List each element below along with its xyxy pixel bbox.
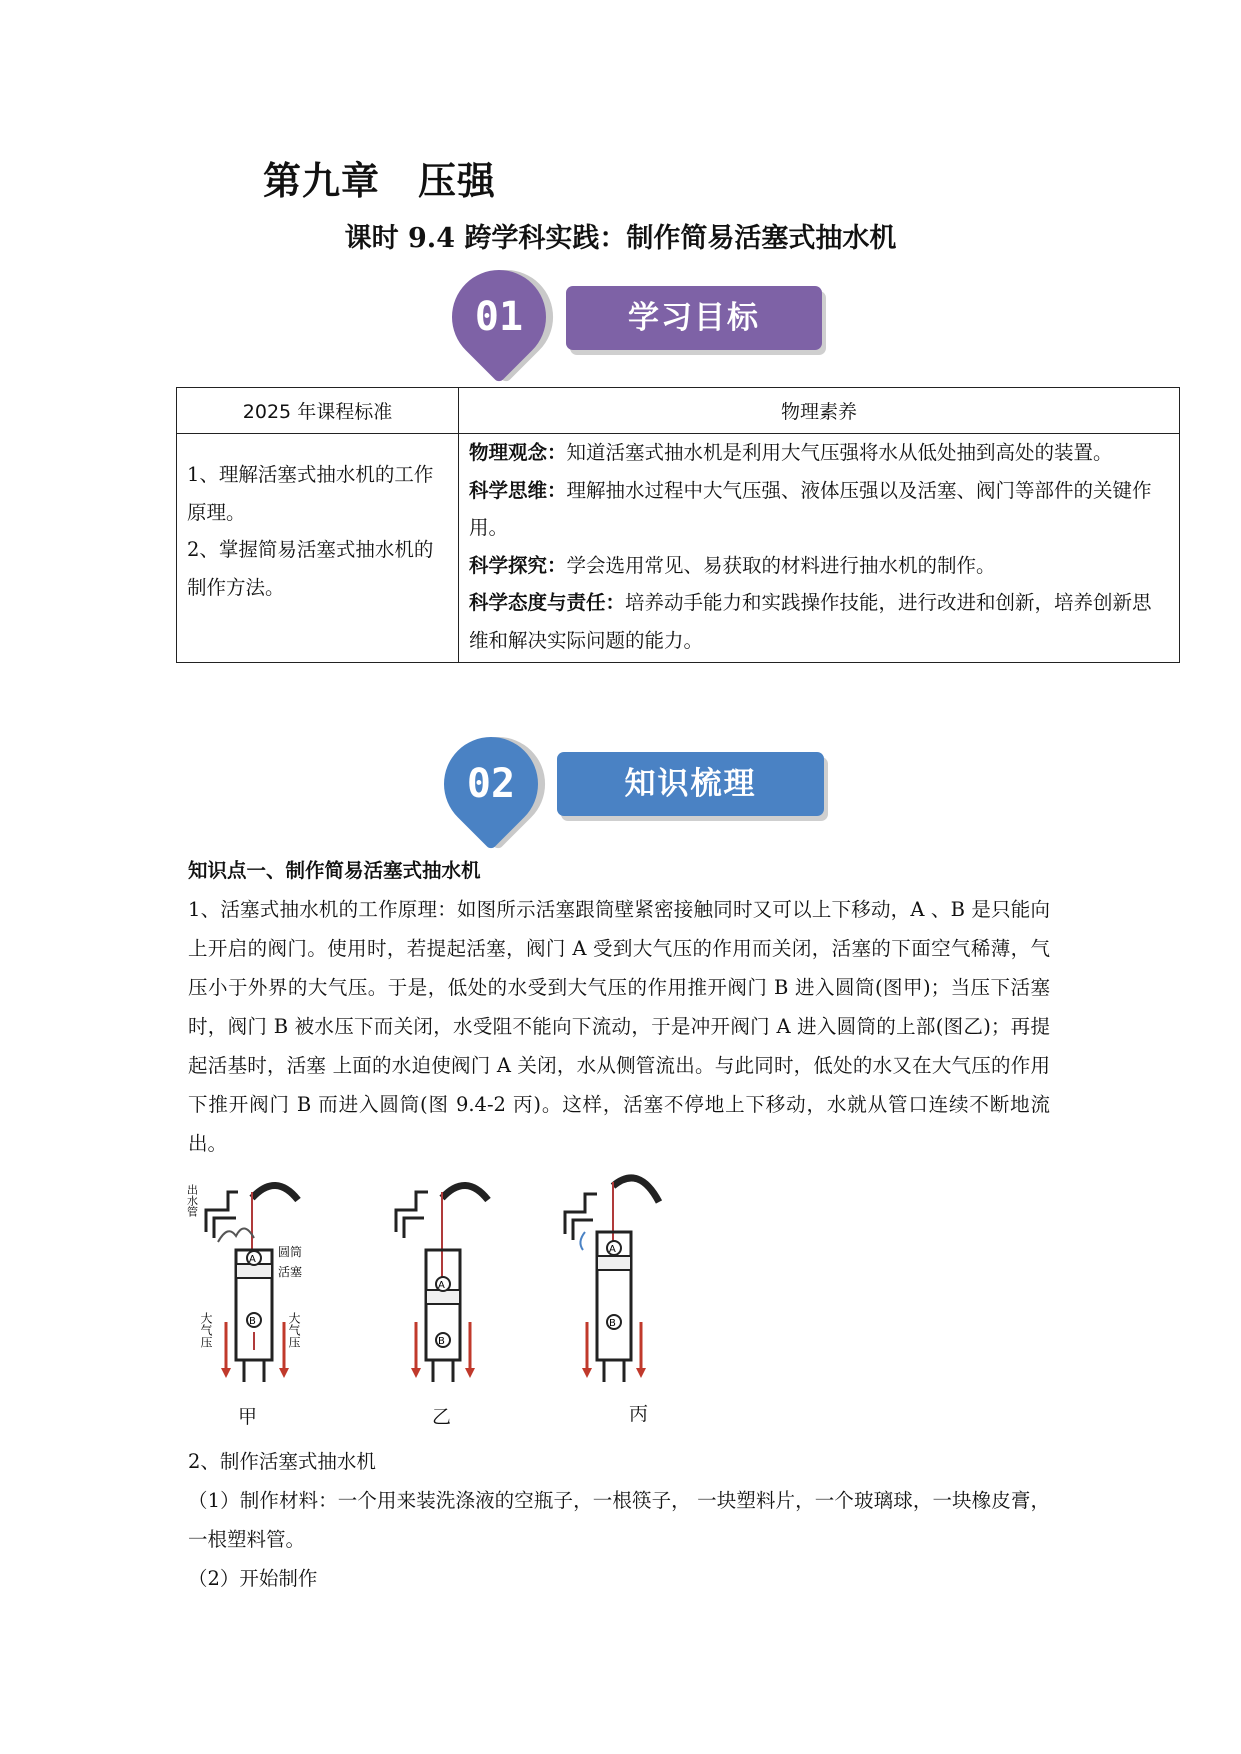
header-course-standard: 2025 年课程标准 — [177, 388, 459, 434]
knowledge-section — [188, 851, 1050, 1163]
working-principle-paragraph: 1、活塞式抽水机的工作原理：如图所示活塞跟筒壁紧密接触同时又可以上下移动，A 、B 是只能向上开启的阀门。使用时，若提起活塞，阀门 A 受到大气压的作用而关闭，活塞的下面空气稀薄，气压小于外界的大气压。于是，低处的水受到大气压的作用推开阀门 B 进入圆筒(图甲)；当压下活塞时，阀门 B 被水压下而关闭，水受阻不能向下流动，于是冲开阀门 A 进入圆筒的上部(图乙)；再提起活基时，活塞 上面的水迫使阀门 A 关闭，水从侧管流出。与此同时，低处的水又在大气压的作用下推开阀门 B 而进入圆筒(图 9.4-2 丙)。这样，活塞不停地上下移动，水就从管口连续不断地流出。 — [188, 898, 1050, 1155]
valve-b-label: B — [609, 1318, 616, 1329]
knowledge-heading: 知识点一、制作简易活塞式抽水机 — [188, 859, 481, 882]
atm-pressure-left-label: 大气压 — [199, 1312, 213, 1348]
outlet-pipe-label: 出水管 — [186, 1184, 199, 1217]
literacy-item — [469, 434, 1169, 472]
valve-a-label: A — [609, 1244, 616, 1255]
table-header-row — [177, 388, 1180, 434]
lesson-title: 课时 9.4 跨学科实践：制作简易活塞式抽水机 — [344, 223, 897, 254]
cylinder-label: 圆筒 — [278, 1245, 303, 1259]
atm-pressure-right-label: 大气压 — [287, 1312, 301, 1348]
chapter-topic: 压强 — [418, 159, 497, 203]
start-making-line: （2）开始制作 — [188, 1567, 318, 1590]
piston-label: 活塞 — [278, 1265, 303, 1279]
step2-heading: 2、制作活塞式抽水机 — [188, 1450, 376, 1473]
literacy-item — [469, 584, 1169, 659]
valve-b-label: B — [438, 1336, 445, 1347]
standard-item: 1、理解活塞式抽水机的工作原理。 — [187, 463, 434, 524]
section-number: 01 — [474, 294, 524, 340]
course-standard-cell — [177, 434, 459, 663]
literacy-text: 学会选用常见、易获取的材料进行抽水机的制作。 — [566, 553, 996, 577]
pump-diagram-yi — [388, 1172, 503, 1382]
learning-goals-table — [176, 387, 1180, 663]
section-title: 学习目标 — [566, 286, 822, 350]
literacy-term: 科学态度与责任： — [469, 591, 626, 614]
section-title: 知识梳理 — [557, 752, 824, 816]
literacy-item — [469, 547, 1169, 585]
standard-item: 2、掌握简易活塞式抽水机的制作方法。 — [187, 538, 434, 599]
valve-b-label: B — [249, 1316, 256, 1327]
literacy-term: 科学探究： — [469, 553, 567, 577]
valve-a-label: A — [249, 1254, 256, 1265]
making-section — [188, 1442, 1050, 1598]
figure-caption-bing: 丙 — [629, 1403, 649, 1425]
chapter-number: 第九章 — [263, 159, 381, 203]
literacy-term: 科学思维： — [469, 478, 567, 502]
figure-caption-jia: 甲 — [238, 1406, 258, 1428]
header-physics-literacy: 物理素养 — [459, 388, 1180, 434]
materials-paragraph: （1）制作材料：一个用来装洗涤液的空瓶子，一根筷子， 一块塑料片，一个玻璃球，一块橡皮膏，一根塑料管。 — [188, 1489, 1050, 1551]
literacy-item — [469, 472, 1169, 547]
chapter-title — [263, 150, 496, 205]
valve-a-label: A — [438, 1280, 445, 1291]
literacy-text: 理解抽水过程中大气压强、液体压强以及活塞、阀门等部件的关键作用。 — [469, 478, 1152, 539]
physics-literacy-cell — [459, 434, 1180, 663]
literacy-text: 培养动手能力和实践操作技能，进行改进和创新，培养创新思维和解决实际问题的能力。 — [469, 591, 1152, 652]
literacy-text: 知道活塞式抽水机是利用大气压强将水从低处抽到高处的装置。 — [566, 441, 1113, 464]
table-row — [177, 434, 1180, 663]
literacy-term: 物理观念： — [469, 441, 567, 464]
pump-diagram-bing — [555, 1172, 675, 1382]
figure-caption-yi: 乙 — [432, 1406, 452, 1428]
pump-diagram-jia — [186, 1172, 316, 1382]
section-number: 02 — [466, 761, 516, 807]
